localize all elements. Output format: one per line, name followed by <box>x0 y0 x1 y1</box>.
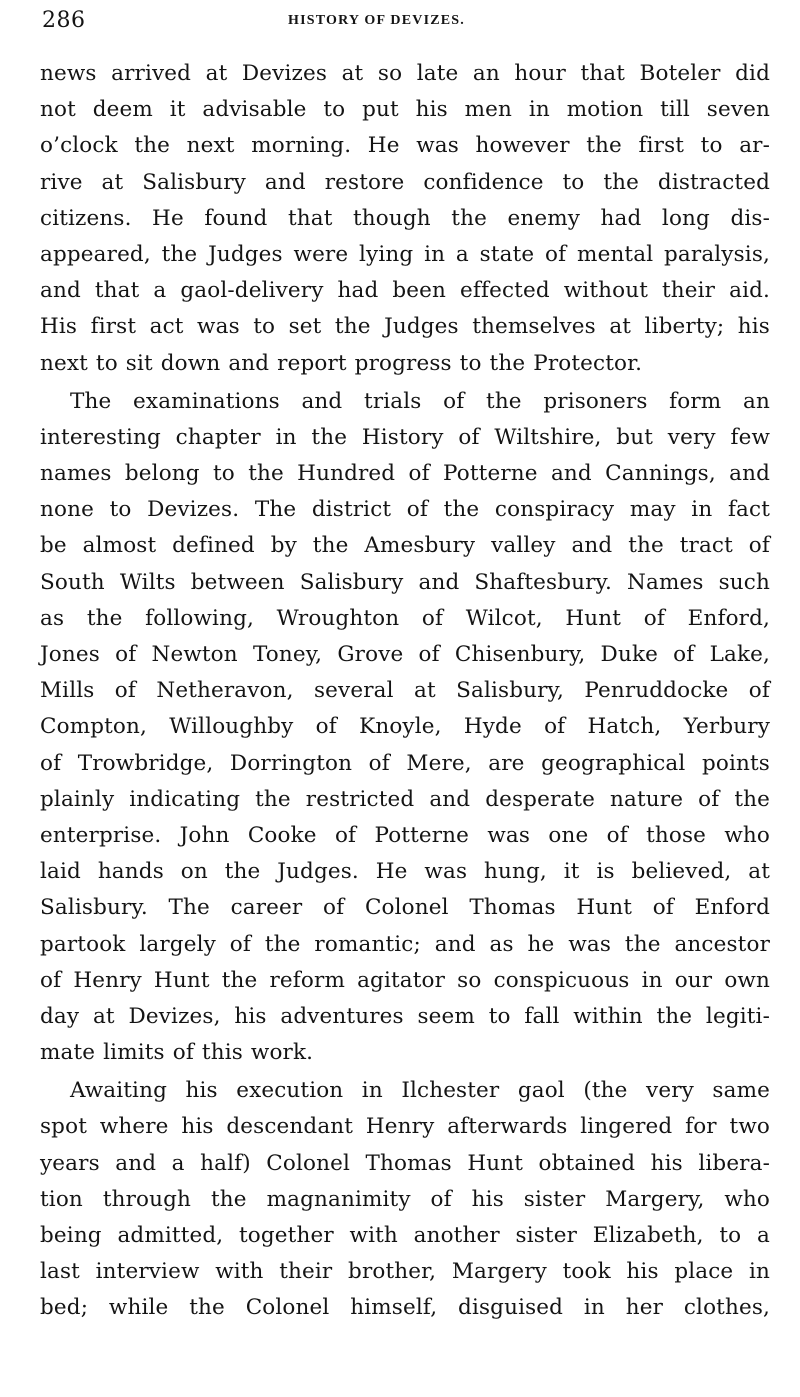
text-line: being admitted, together with another sister Elizabeth, to a <box>40 1223 770 1248</box>
text-line: laid hands on the Judges. He was hung, it is believed, at <box>40 859 770 885</box>
text-line: news arrived at Devizes at so late an hour that Boteler did <box>40 61 770 86</box>
text-line: of Henry Hunt the reform agitator so conspicuous in our own <box>40 967 770 993</box>
text-line: Salisbury. The career of Colonel Thomas Hunt of Enford <box>40 895 770 921</box>
running-title: HISTORY OF DEVIZES. <box>288 13 465 28</box>
text-line: last interview with their brother, Margery took his place in <box>40 1259 770 1285</box>
text-line: of Trowbridge, Dorrington of Mere, are geographical points <box>40 750 770 776</box>
text-line: not deem it advisable to put his men in motion till seven <box>40 97 770 123</box>
page-number: 286 <box>42 8 86 33</box>
text-line: enterprise. John Cooke of Potterne was one of those who <box>40 822 770 848</box>
text-line: His first act was to set the Judges themselves at liberty; his <box>40 314 770 340</box>
text-line: bed; while the Colonel himself, disguised in her clothes, <box>40 1295 770 1321</box>
running-header <box>42 6 770 36</box>
text-line: Jones of Newton Toney, Grove of Chisenbury, Duke of Lake, <box>40 642 770 667</box>
text-line: be almost defined by the Amesbury valley and the tract of <box>40 533 770 559</box>
text-line: Compton, Willoughby of Knoyle, Hyde of Hatch, Yerbury <box>40 714 770 740</box>
text-line: The examinations and trials of the prisoners form an <box>70 388 770 414</box>
text-line: spot where his descendant Henry afterwards lingered for two <box>40 1114 770 1140</box>
text-line: next to sit down and report progress to the Protector. <box>40 350 643 376</box>
text-line: names belong to the Hundred of Potterne and Cannings, and <box>40 461 770 487</box>
text-line: as the following, Wroughton of Wilcot, Hunt of Enford, <box>40 605 770 631</box>
text-line: Mills of Netheravon, several at Salisbury, Penruddocke of <box>40 678 770 704</box>
text-line: interesting chapter in the History of Wiltshire, but very few <box>40 424 770 450</box>
text-line: citizens. He found that though the enemy had long dis- <box>40 205 770 231</box>
text-line: rive at Salisbury and restore confidence to the distracted <box>40 169 770 195</box>
text-line: plainly indicating the restricted and desperate nature of the <box>40 786 770 812</box>
body-text <box>40 56 770 1327</box>
text-line: South Wilts between Salisbury and Shaftesbury. Names such <box>40 569 770 595</box>
paragraph-1 <box>40 56 770 382</box>
text-line: partook largely of the romantic; and as he was the ancestor <box>40 931 770 957</box>
text-line: none to Devizes. The district of the conspiracy may in fact <box>40 497 770 523</box>
text-line: o’clock the next morning. He was however the first to ar- <box>40 133 770 159</box>
text-line: tion through the magnanimity of his sister Margery, who <box>40 1186 770 1212</box>
text-line: day at Devizes, his adventures seem to fall within the legiti- <box>40 1003 770 1029</box>
paragraph-3 <box>40 1073 770 1326</box>
text-line: mate limits of this work. <box>40 1040 314 1066</box>
text-line: years and a half) Colonel Thomas Hunt obtained his libera- <box>40 1150 770 1176</box>
text-line: and that a gaol-delivery had been effected without their aid. <box>40 278 770 304</box>
text-line: Awaiting his execution in Ilchester gaol (the very same <box>70 1078 770 1104</box>
paragraph-2 <box>40 384 770 1072</box>
text-line: appeared, the Judges were lying in a state of mental paralysis, <box>40 241 770 267</box>
